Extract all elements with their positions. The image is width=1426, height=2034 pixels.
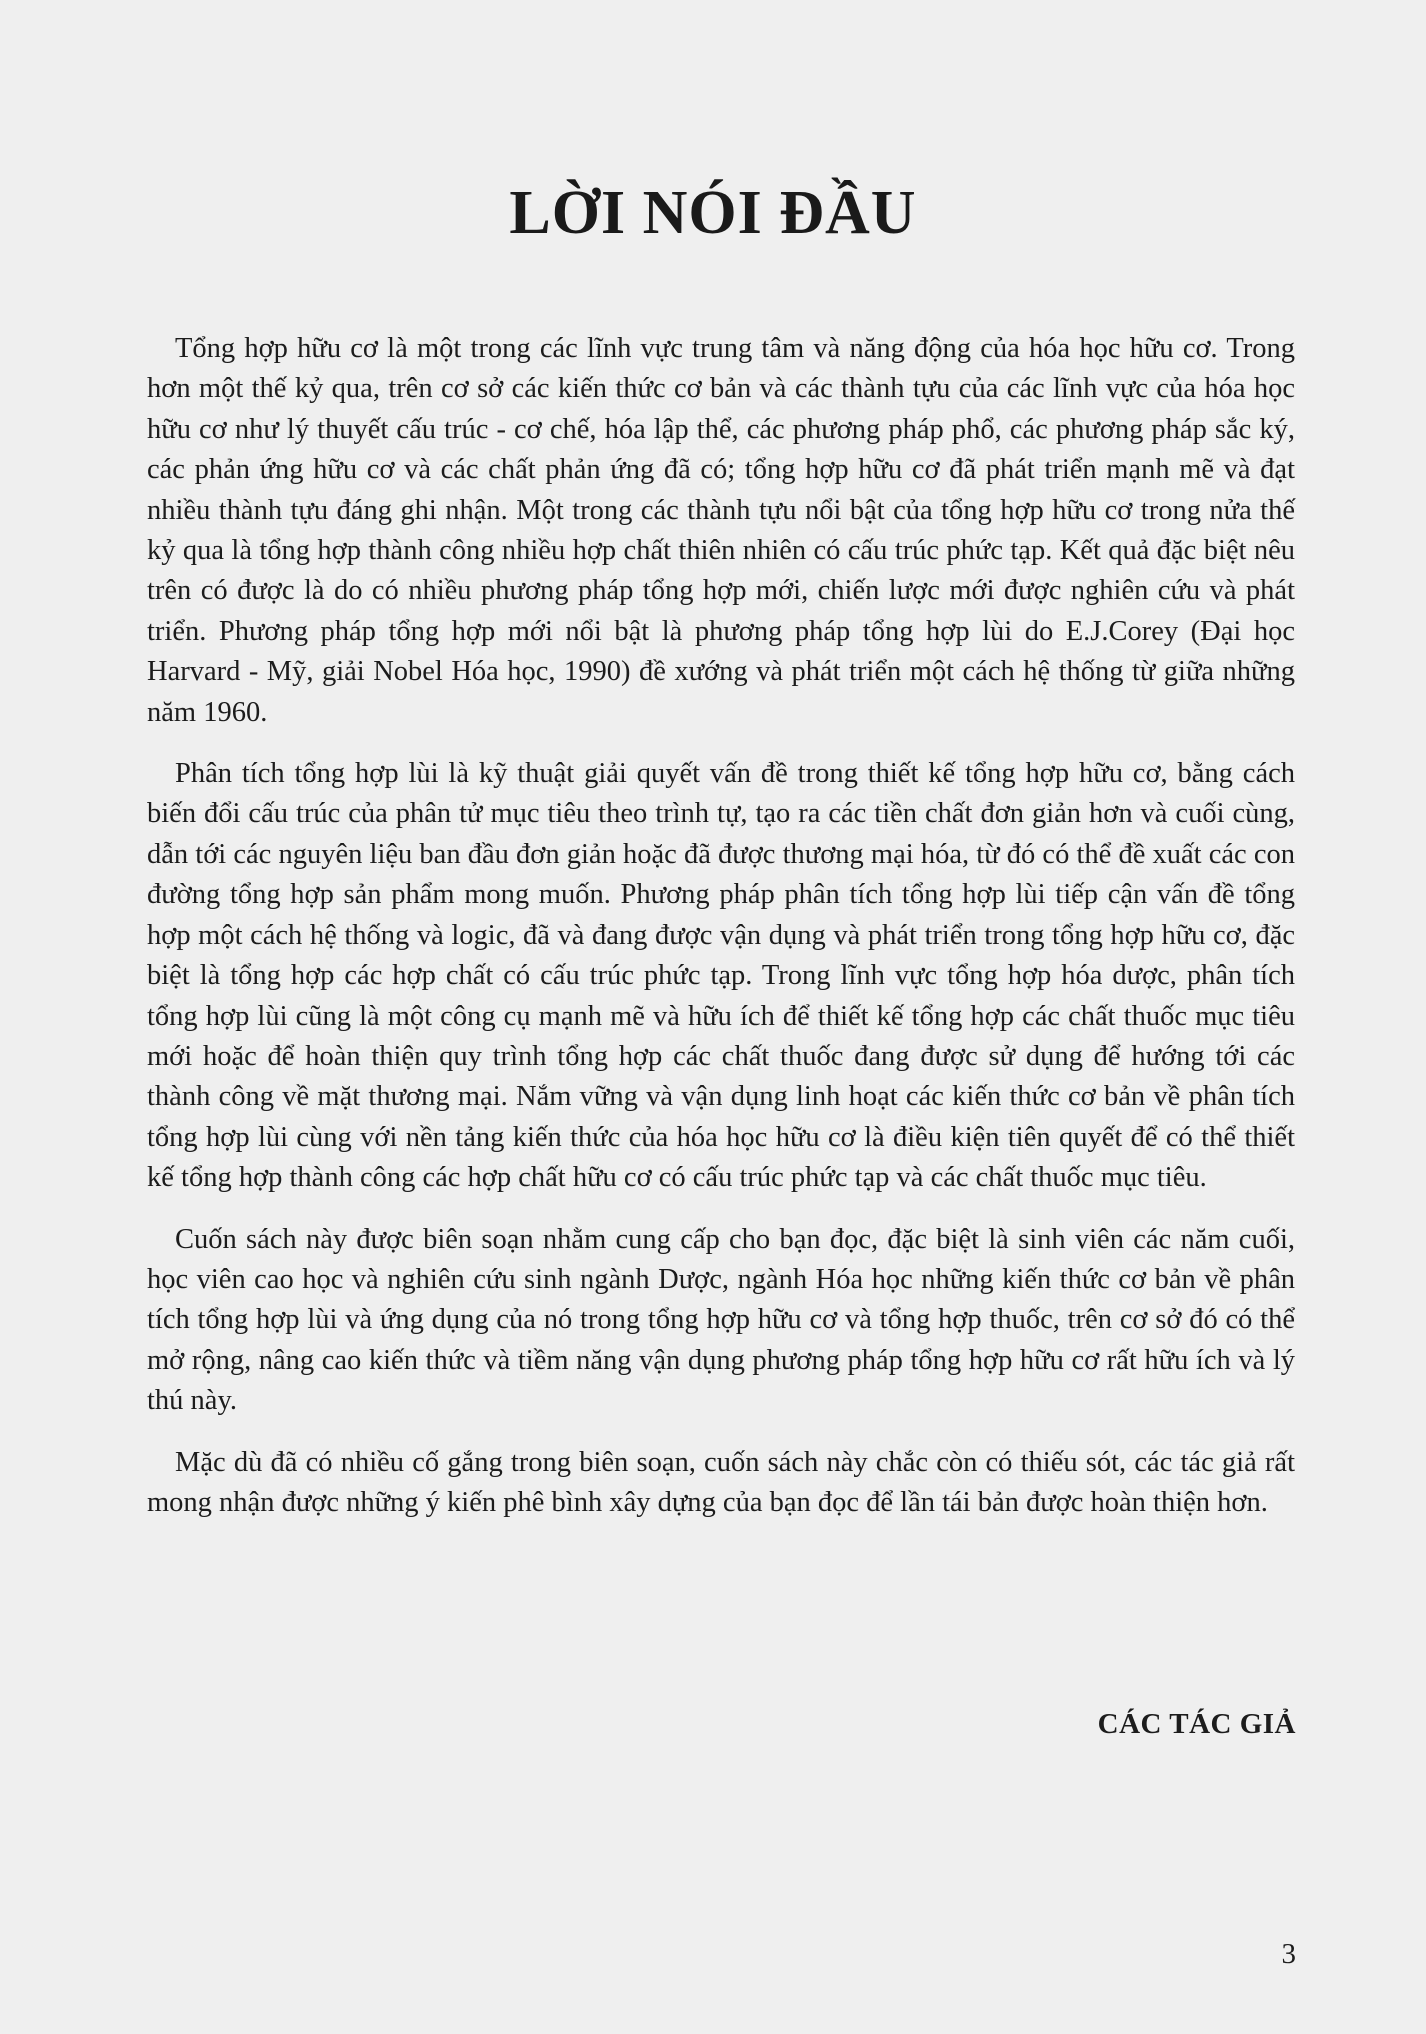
page-title: LỜI NÓI ĐẦU — [509, 179, 917, 247]
paragraph-1: Tổng hợp hữu cơ là một trong các lĩnh vực trung tâm và năng động của hóa học hữu cơ. Trong hơn một thế kỷ qua, trên cơ sở các kiến thức cơ bản và các thành tựu của các lĩnh vực của hóa học hữu cơ như lý thuyết cấu trúc - cơ chế, hóa lập thể, các phương pháp phổ, các phương pháp sắc ký, các phản ứng hữu cơ và các chất phản ứng đã có; tổng hợp hữu cơ đã phát triển mạnh mẽ và đạt nhiều thành tựu đáng ghi nhận. Một trong các thành tựu nổi bật của tổng hợp hữu cơ trong nửa thế kỷ qua là tổng hợp thành công nhiều hợp chất thiên nhiên có cấu trúc phức tạp. Kết quả đặc biệt nêu trên có được là do có nhiều phương pháp tổng hợp mới, chiến lược mới được nghiên cứu và phát triển. Phương pháp tổng hợp mới nổi bật là phương pháp tổng hợp lùi do E.J.Corey (Đại học Harvard - Mỹ, giải Nobel Hóa học, 1990) đề xướng và phát triển một cách hệ thống từ giữa những năm 1960. — [147, 333, 1295, 728]
paragraph-2: Phân tích tổng hợp lùi là kỹ thuật giải quyết vấn đề trong thiết kế tổng hợp hữu cơ, bằng cách biến đổi cấu trúc của phân tử mục tiêu theo trình tự, tạo ra các tiền chất đơn giản hơn và cuối cùng, dẫn tới các nguyên liệu ban đầu đơn giản hoặc đã được thương mại hóa, từ đó có thể đề xuất các con đường tổng hợp sản phẩm mong muốn. Phương pháp phân tích tổng hợp lùi tiếp cận vấn đề tổng hợp một cách hệ thống và logic, đã và đang được vận dụng và phát triển trong tổng hợp hữu cơ, đặc biệt là tổng hợp các hợp chất có cấu trúc phức tạp. Trong lĩnh vực tổng hợp hóa dược, phân tích tổng hợp lùi cũng là một công cụ mạnh mẽ và hữu ích để thiết kế tổng hợp các chất thuốc mục tiêu mới hoặc để hoàn thiện quy trình tổng hợp các chất thuốc đang được sử dụng để hướng tới các thành công về mặt thương mại. Nắm vững và vận dụng linh hoạt các kiến thức cơ bản về phân tích tổng hợp lùi cùng với nền tảng kiến thức của hóa học hữu cơ là điều kiện tiên quyết để có thể thiết kế tổng hợp thành công các hợp chất hữu cơ có cấu trúc phức tạp và các chất thuốc mục tiêu. — [147, 758, 1295, 1194]
paragraph-4: Mặc dù đã có nhiều cố gắng trong biên soạn, cuốn sách này chắc còn có thiếu sót, các tác giả rất mong nhận được những ý kiến phê bình xây dựng của bạn đọc để lần tái bản được hoàn thiện hơn. — [147, 1446, 1295, 1518]
page-number: 3 — [1281, 1938, 1296, 1970]
authors-signature: CÁC TÁC GIẢ — [1097, 1708, 1296, 1740]
preface-body — [147, 329, 1295, 1544]
paragraph-3: Cuốn sách này được biên soạn nhằm cung cấp cho bạn đọc, đặc biệt là sinh viên các năm cuối, học viên cao học và nghiên cứu sinh ngành Dược, ngành Hóa học những kiến thức cơ bản về phân tích tổng hợp lùi và ứng dụng của nó trong tổng hợp hữu cơ và tổng hợp thuốc, trên cơ sở đó có thể mở rộng, nâng cao kiến thức và tiềm năng vận dụng phương pháp tổng hợp hữu cơ rất hữu ích và lý thú này. — [147, 1223, 1295, 1417]
